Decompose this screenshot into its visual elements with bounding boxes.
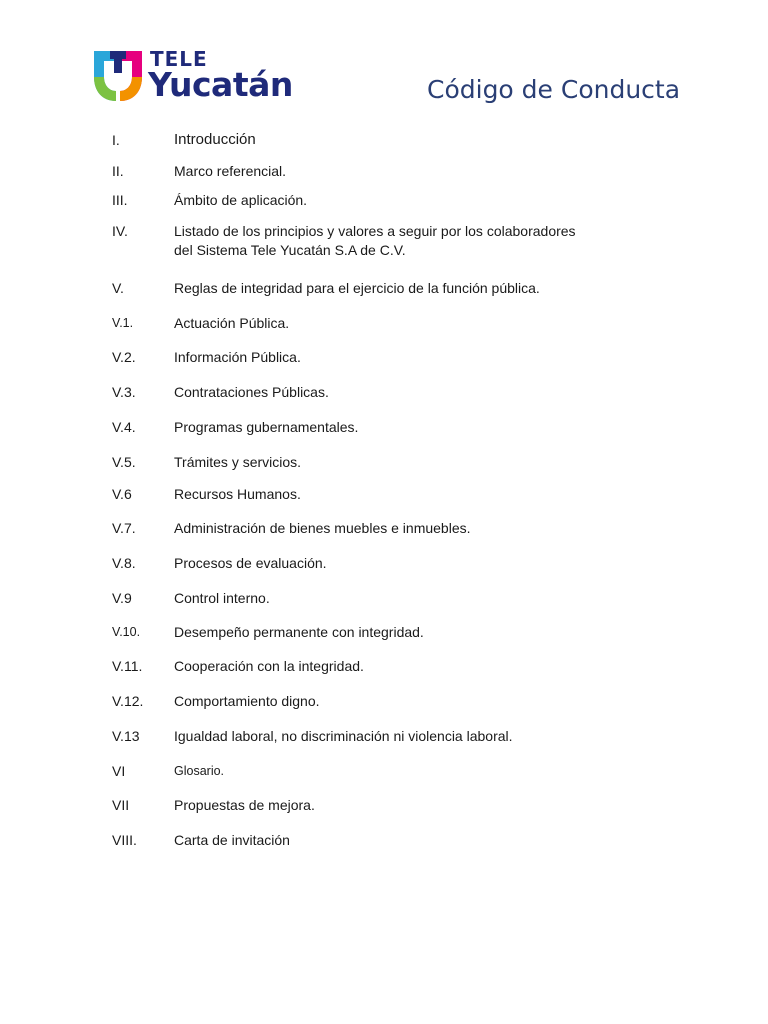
toc-number: V.10. [112, 625, 141, 639]
toc-entry: Información Pública. [174, 349, 301, 365]
toc-entry: Listado de los principios y valores a seguir por los colaboradores [174, 223, 576, 239]
toc-entry: Administración de bienes muebles e inmuebles. [174, 520, 471, 536]
toc-number: IV. [112, 223, 128, 239]
toc-number: V. [112, 280, 124, 296]
toc-number: VI [112, 763, 126, 779]
toc-entry: Actuación Pública. [174, 315, 290, 331]
logo-text-yucatan: Yucatán [148, 65, 293, 104]
toc-number: V.8. [112, 555, 136, 571]
toc-number: V.12. [112, 693, 144, 709]
toc-entry: Marco referencial. [174, 163, 287, 179]
toc-number: VII [112, 797, 130, 813]
toc-number: V.7. [112, 520, 136, 536]
toc-number: I. [112, 132, 120, 148]
toc-number: V.4. [112, 419, 136, 435]
toc-entry: Introducción [174, 131, 256, 148]
toc-number: II. [112, 163, 124, 179]
toc-entry-continuation: del Sistema Tele Yucatán S.A de C.V. [174, 242, 406, 258]
toc-number: V.9 [112, 590, 132, 606]
toc-entry: Programas gubernamentales. [174, 419, 359, 435]
toc-entry: Control interno. [174, 590, 270, 606]
toc-entry: Trámites y servicios. [174, 454, 302, 470]
logo-text-tele: TELE [150, 47, 208, 71]
document-title: Código de Conducta [427, 75, 681, 104]
toc-entry: Cooperación con la integridad. [174, 658, 364, 674]
toc-entry: Ámbito de aplicación. [174, 192, 308, 208]
toc-entry: Reglas de integridad para el ejercicio de la función pública. [174, 280, 540, 296]
toc-number: V.6 [112, 486, 132, 502]
toc-entry: Desempeño permanente con integridad. [174, 624, 424, 640]
toc-number: V.2. [112, 349, 136, 365]
toc-entry: Glosario. [174, 764, 225, 778]
toc-number: V.13 [112, 728, 140, 744]
toc-number: V.1. [112, 316, 134, 330]
toc-number: V.3. [112, 384, 136, 400]
toc-entry: Recursos Humanos. [174, 486, 301, 502]
toc-number: V.5. [112, 454, 136, 470]
toc-number: III. [112, 192, 128, 208]
toc-entry: Comportamiento digno. [174, 693, 320, 709]
toc-entry: Igualdad laboral, no discriminación ni violencia laboral. [174, 728, 513, 744]
toc-entry: Contrataciones Públicas. [174, 384, 329, 400]
toc-number: V.11. [112, 658, 143, 674]
toc-entry: Procesos de evaluación. [174, 555, 327, 571]
toc-entry: Carta de invitación [174, 832, 290, 848]
toc-number: VIII. [112, 832, 137, 848]
toc-entry: Propuestas de mejora. [174, 797, 315, 813]
